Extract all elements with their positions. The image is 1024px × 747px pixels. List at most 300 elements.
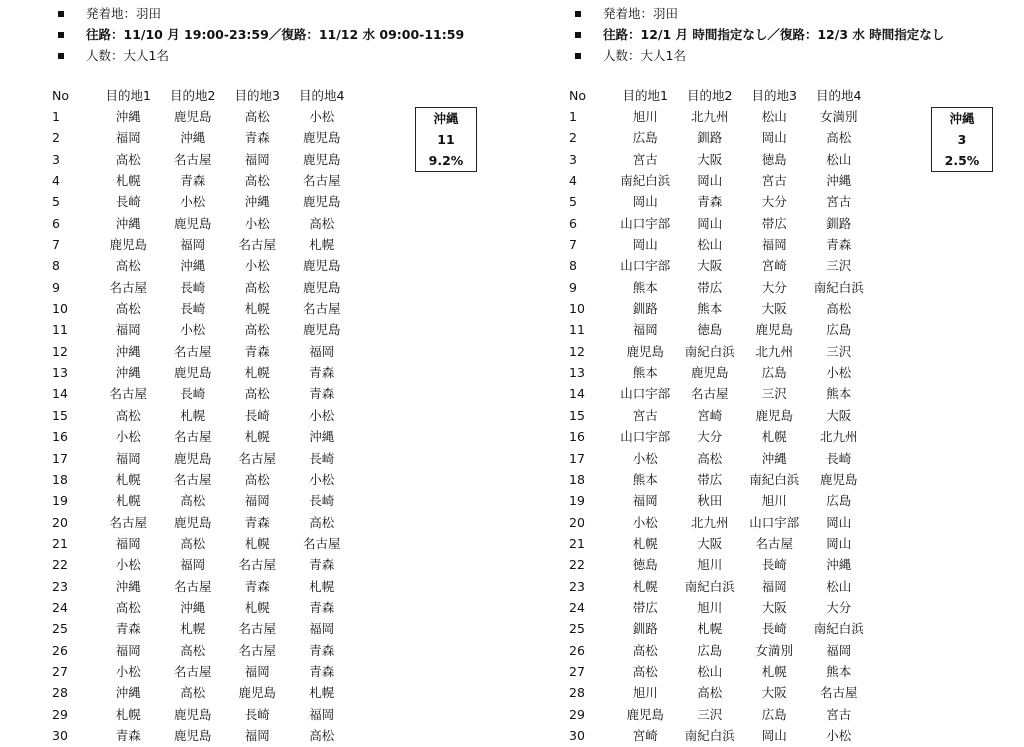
destination-cell: 熊本 <box>632 365 658 381</box>
row-number: 19 <box>569 493 585 509</box>
passenger-line: 人数：大人1名 <box>58 45 464 66</box>
destination-cell: 長崎 <box>115 194 141 210</box>
destination-cell: 松山 <box>826 151 852 167</box>
destination-cell: 鹿児島 <box>302 151 341 167</box>
column-header-destination-4: 目的地4 <box>816 88 862 103</box>
destination-cell: 鹿児島 <box>302 279 341 295</box>
summary-percent: 9.2% <box>428 153 464 168</box>
row-number: 14 <box>52 386 68 402</box>
destination-cell: 福岡 <box>826 642 852 658</box>
destination-cell: 札幌 <box>761 429 787 445</box>
destination-cell: 北九州 <box>819 429 858 445</box>
destination-cell: 鹿児島 <box>173 727 212 743</box>
destination-cell: 広島 <box>826 322 852 338</box>
destination-cell: 青森 <box>697 194 723 210</box>
destination-cell: 鹿児島 <box>173 109 212 124</box>
destination-cell: 沖縄 <box>826 557 852 573</box>
table-row <box>567 234 871 255</box>
destination-cell: 大分 <box>826 599 852 615</box>
destination-cell: 札幌 <box>115 471 141 487</box>
destination-cell: 小松 <box>180 322 206 338</box>
destination-cell: 大阪 <box>761 301 787 317</box>
destination-cell: 福岡 <box>180 557 206 573</box>
destination-cell: 岡山 <box>632 237 658 253</box>
row-number: 16 <box>569 429 585 445</box>
summary-box <box>415 107 477 172</box>
destination-cell: 札幌 <box>309 685 335 701</box>
destination-cell: 宮崎 <box>761 258 787 274</box>
destination-cell: 長崎 <box>309 450 335 466</box>
destination-cell: 熊本 <box>632 279 658 295</box>
destination-cell: 高松 <box>632 663 658 679</box>
destination-cell: 高松 <box>115 599 141 615</box>
table-row <box>567 661 871 682</box>
destination-cell: 岡山 <box>826 514 852 530</box>
destination-cell: 名古屋 <box>109 514 147 530</box>
destination-cell: 松山 <box>697 663 723 679</box>
destination-cell: 福岡 <box>244 493 270 509</box>
table-row <box>567 490 871 511</box>
destination-cell: 広島 <box>826 493 852 509</box>
row-number: 21 <box>52 535 68 551</box>
destination-cell: 札幌 <box>761 663 787 679</box>
destination-cell: 長崎 <box>309 493 335 509</box>
row-number: 21 <box>569 535 585 551</box>
destination-cell: 南紀白浜 <box>620 173 671 189</box>
table-row <box>567 341 871 362</box>
destination-cell: 広島 <box>697 642 723 658</box>
row-number: 4 <box>52 173 60 189</box>
destination-cell: 宮古 <box>632 407 658 423</box>
destination-cell: 青森 <box>115 727 141 743</box>
destination-cell: 青森 <box>309 642 335 658</box>
destination-cell: 沖縄 <box>115 578 141 594</box>
table-row <box>50 277 354 298</box>
row-number: 10 <box>569 301 585 317</box>
destination-cell: 青森 <box>244 130 270 146</box>
row-number: 16 <box>52 429 68 445</box>
destination-cell: 帯広 <box>632 599 658 615</box>
destination-cell: 徳島 <box>761 151 787 167</box>
table-row <box>50 362 354 383</box>
destination-cell: 宮古 <box>826 706 852 722</box>
row-number: 7 <box>52 237 60 253</box>
table-row <box>50 213 354 234</box>
destination-cell: 青森 <box>244 578 270 594</box>
destination-cell: 福岡 <box>244 151 270 167</box>
row-number: 13 <box>52 365 68 381</box>
table-row <box>567 682 871 703</box>
destination-cell: 青森 <box>180 173 206 189</box>
destination-cell: 札幌 <box>115 173 141 189</box>
table-row <box>50 512 354 533</box>
destination-cell: 沖縄 <box>180 130 206 146</box>
destination-cell: 三沢 <box>826 258 852 274</box>
summary-count: 3 <box>957 132 967 147</box>
table-row <box>50 554 354 575</box>
destination-cell: 高松 <box>826 301 852 317</box>
column-header-destination-2: 目的地2 <box>687 88 733 103</box>
destination-cell: 青森 <box>115 621 141 637</box>
table-row <box>567 319 871 340</box>
summary-percent: 2.5% <box>944 153 980 168</box>
destination-cell: 札幌 <box>244 301 270 317</box>
destination-cell: 高松 <box>244 322 270 338</box>
destination-cell: 山口宇部 <box>620 386 671 402</box>
destination-cell: 高松 <box>309 514 335 530</box>
destination-cell: 札幌 <box>309 237 335 253</box>
bullet-square-icon <box>575 53 581 59</box>
destination-cell: 鹿児島 <box>755 322 793 338</box>
destination-cell: 沖縄 <box>115 343 141 359</box>
destination-cell: 岡山 <box>761 130 787 146</box>
row-number: 5 <box>52 194 60 210</box>
destination-cell: 札幌 <box>115 493 141 509</box>
destination-cell: 大阪 <box>697 535 723 551</box>
destination-cell: 鹿児島 <box>173 365 212 381</box>
destination-cell: 名古屋 <box>238 642 276 658</box>
destination-cell: 旭川 <box>632 685 658 701</box>
row-number: 29 <box>52 706 68 722</box>
destination-cell: 岡山 <box>632 194 658 210</box>
destination-cell: 名古屋 <box>173 343 212 359</box>
destination-cell: 小松 <box>244 258 270 274</box>
table-row <box>50 170 354 191</box>
summary-destination: 沖縄 <box>949 111 975 126</box>
destination-cell: 沖縄 <box>115 215 141 231</box>
table-row <box>50 191 354 212</box>
destination-cell: 松山 <box>697 237 723 253</box>
row-number: 17 <box>569 450 585 466</box>
table-row <box>567 448 871 469</box>
table-row <box>50 661 354 682</box>
table-row <box>567 597 871 618</box>
table-row <box>50 106 354 127</box>
destination-cell: 旭川 <box>697 599 723 615</box>
table-row <box>50 533 354 554</box>
destination-cell: 沖縄 <box>826 173 852 189</box>
row-number: 30 <box>569 727 585 743</box>
bullet-square-icon <box>575 32 581 38</box>
table-row <box>50 469 354 490</box>
destination-cell: 長崎 <box>180 386 206 402</box>
destination-cell: 鹿児島 <box>302 130 341 146</box>
destination-cell: 福岡 <box>309 621 335 637</box>
row-number: 6 <box>569 215 577 231</box>
destination-cell: 小松 <box>180 194 206 210</box>
table-row <box>50 383 354 404</box>
destination-cell: 広島 <box>632 130 658 146</box>
destination-cell: 南紀白浜 <box>684 727 735 743</box>
destination-cell: 沖縄 <box>761 450 787 466</box>
destination-cell: 鹿児島 <box>173 450 212 466</box>
destination-cell: 長崎 <box>180 301 206 317</box>
destination-cell: 名古屋 <box>302 301 341 317</box>
destination-cell: 小松 <box>115 663 141 679</box>
destination-cell: 北九州 <box>690 109 729 124</box>
table-row <box>567 533 871 554</box>
destination-cell: 三沢 <box>826 343 852 359</box>
row-number: 20 <box>52 514 68 530</box>
destination-cell: 大阪 <box>826 407 852 423</box>
destination-cell: 長崎 <box>826 450 852 466</box>
destination-cell: 小松 <box>826 727 852 743</box>
destination-cell: 名古屋 <box>109 386 147 402</box>
destination-cell: 高松 <box>180 493 206 509</box>
destination-cell: 福岡 <box>632 493 658 509</box>
destination-cell: 帯広 <box>697 471 723 487</box>
row-number: 5 <box>569 194 577 210</box>
destination-cell: 青森 <box>309 365 335 381</box>
destination-cell: 高松 <box>697 450 723 466</box>
table-row <box>567 725 871 746</box>
destination-cell: 釧路 <box>826 215 852 231</box>
destination-cell: 名古屋 <box>173 663 212 679</box>
summary-box <box>931 107 993 172</box>
destination-cell: 長崎 <box>244 706 270 722</box>
destination-cell: 札幌 <box>244 599 270 615</box>
destination-cell: 札幌 <box>309 578 335 594</box>
row-number: 7 <box>569 237 577 253</box>
table-row <box>567 554 871 575</box>
schedule-line: 往路：11/10 月 19:00-23:59／復路：11/12 水 09:00-11:59 <box>58 24 464 45</box>
destination-cell: 沖縄 <box>180 258 206 274</box>
destination-cell: 名古屋 <box>173 578 212 594</box>
destination-cell: 福岡 <box>115 535 141 551</box>
destination-cell: 小松 <box>115 557 141 573</box>
row-number: 26 <box>569 642 585 658</box>
row-number: 1 <box>569 109 577 124</box>
row-number: 15 <box>52 407 68 423</box>
destination-cell: 山口宇部 <box>620 429 671 445</box>
destination-cell: 札幌 <box>115 706 141 722</box>
destination-cell: 南紀白浜 <box>813 279 864 295</box>
row-number: 11 <box>569 322 585 338</box>
destination-cell: 高松 <box>632 642 658 658</box>
destination-cell: 釧路 <box>632 301 658 317</box>
row-number: 12 <box>569 343 585 359</box>
table-row <box>50 149 354 170</box>
row-number: 28 <box>569 685 585 701</box>
destination-cell: 大阪 <box>697 151 723 167</box>
table-header-row <box>567 86 871 106</box>
destination-cell: 高松 <box>309 215 335 231</box>
destination-cell: 札幌 <box>632 578 658 594</box>
table-row <box>567 469 871 490</box>
destination-cell: 旭川 <box>761 493 787 509</box>
destination-cell: 鹿児島 <box>173 706 212 722</box>
destination-cell: 福岡 <box>244 727 270 743</box>
destination-cell: 旭川 <box>632 109 658 124</box>
table-row <box>567 512 871 533</box>
destination-cell: 高松 <box>115 407 141 423</box>
row-number: 14 <box>569 386 585 402</box>
row-number: 27 <box>52 663 68 679</box>
table-row <box>567 106 871 127</box>
destination-cell: 高松 <box>115 301 141 317</box>
table-row <box>567 362 871 383</box>
destination-cell: 大分 <box>697 429 723 445</box>
destination-cell: 小松 <box>632 450 658 466</box>
destination-cell: 札幌 <box>244 535 270 551</box>
row-number: 23 <box>569 578 585 594</box>
row-number: 23 <box>52 578 68 594</box>
destination-cell: 小松 <box>244 215 270 231</box>
destination-cell: 名古屋 <box>173 429 212 445</box>
row-number: 2 <box>52 130 60 146</box>
destination-cell: 高松 <box>180 535 206 551</box>
destination-cell: 旭川 <box>697 557 723 573</box>
row-number: 25 <box>52 621 68 637</box>
destination-cell: 高松 <box>244 173 270 189</box>
destination-cell: 小松 <box>632 514 658 530</box>
destination-table <box>50 86 354 746</box>
destination-cell: 名古屋 <box>109 279 147 295</box>
destination-cell: 福岡 <box>115 450 141 466</box>
table-row <box>567 704 871 725</box>
destination-cell: 沖縄 <box>115 365 141 381</box>
row-number: 15 <box>569 407 585 423</box>
table-row <box>50 234 354 255</box>
destination-cell: 名古屋 <box>755 535 793 551</box>
row-number: 4 <box>569 173 577 189</box>
destination-cell: 鹿児島 <box>819 471 858 487</box>
table-row <box>567 618 871 639</box>
summary-destination: 沖縄 <box>433 111 459 126</box>
destination-cell: 高松 <box>826 130 852 146</box>
table-row <box>567 127 871 148</box>
row-number: 18 <box>569 471 585 487</box>
table-row <box>567 170 871 191</box>
row-number: 9 <box>52 279 60 295</box>
destination-cell: 福岡 <box>115 322 141 338</box>
table-header-row <box>50 86 354 106</box>
table-row <box>50 127 354 148</box>
table-row <box>50 490 354 511</box>
destination-cell: 高松 <box>244 386 270 402</box>
row-number: 12 <box>52 343 68 359</box>
table-row <box>567 149 871 170</box>
row-number: 30 <box>52 727 68 743</box>
column-header-destination-1: 目的地1 <box>622 88 668 103</box>
destination-cell: 札幌 <box>244 429 270 445</box>
destination-cell: 青森 <box>309 663 335 679</box>
destination-cell: 鹿児島 <box>755 407 793 423</box>
destination-cell: 三沢 <box>761 386 787 402</box>
destination-cell: 帯広 <box>761 215 787 231</box>
destination-cell: 札幌 <box>244 365 270 381</box>
row-number: 1 <box>52 109 60 124</box>
destination-cell: 鹿児島 <box>302 194 341 210</box>
destination-cell: 大分 <box>761 279 787 295</box>
row-number: 24 <box>52 599 68 615</box>
destination-cell: 青森 <box>244 514 270 530</box>
column-header-destination-2: 目的地2 <box>170 88 216 103</box>
row-number: 22 <box>52 557 68 573</box>
destination-cell: 青森 <box>244 343 270 359</box>
trip-info-list <box>575 3 944 66</box>
destination-cell: 宮崎 <box>632 727 658 743</box>
destination-cell: 熊本 <box>697 301 723 317</box>
destination-cell: 高松 <box>180 685 206 701</box>
destination-cell: 福岡 <box>761 578 787 594</box>
destination-cell: 南紀白浜 <box>684 343 735 359</box>
destination-cell: 岡山 <box>826 535 852 551</box>
destination-cell: 鹿児島 <box>302 322 341 338</box>
destination-cell: 札幌 <box>697 621 723 637</box>
destination-cell: 大分 <box>761 194 787 210</box>
destination-cell: 鹿児島 <box>109 237 147 253</box>
row-number: 6 <box>52 215 60 231</box>
destination-cell: 高松 <box>244 109 270 124</box>
destination-cell: 鹿児島 <box>238 685 276 701</box>
table-row <box>50 319 354 340</box>
column-header-destination-1: 目的地1 <box>105 88 151 103</box>
table-row <box>567 383 871 404</box>
destination-cell: 沖縄 <box>180 599 206 615</box>
destination-cell: 宮崎 <box>697 407 723 423</box>
row-number: 28 <box>52 685 68 701</box>
destination-cell: 広島 <box>761 706 787 722</box>
passenger-line: 人数：大人1名 <box>575 45 944 66</box>
row-number: 20 <box>569 514 585 530</box>
destination-cell: 名古屋 <box>173 471 212 487</box>
destination-cell: 小松 <box>115 429 141 445</box>
table-row <box>50 298 354 319</box>
destination-cell: 鹿児島 <box>302 258 341 274</box>
row-number: 8 <box>569 258 577 274</box>
bullet-square-icon <box>58 11 64 17</box>
row-number: 3 <box>52 151 60 167</box>
destination-cell: 南紀白浜 <box>749 471 800 487</box>
destination-cell: 青森 <box>309 386 335 402</box>
bullet-square-icon <box>58 32 64 38</box>
column-header-no: No <box>569 88 586 103</box>
table-row <box>50 640 354 661</box>
destination-cell: 熊本 <box>826 386 852 402</box>
destination-cell: 大阪 <box>761 685 787 701</box>
table-row <box>567 426 871 447</box>
table-row <box>50 618 354 639</box>
column-header-destination-3: 目的地3 <box>234 88 280 103</box>
destination-cell: 福岡 <box>309 706 335 722</box>
destination-cell: 南紀白浜 <box>684 578 735 594</box>
destination-cell: 女満別 <box>755 642 793 658</box>
destination-cell: 岡山 <box>697 215 723 231</box>
destination-cell: 熊本 <box>826 663 852 679</box>
table-row <box>50 704 354 725</box>
destination-cell: 長崎 <box>180 279 206 295</box>
destination-cell: 帯広 <box>697 279 723 295</box>
row-number: 29 <box>569 706 585 722</box>
row-number: 22 <box>569 557 585 573</box>
destination-cell: 高松 <box>115 258 141 274</box>
destination-cell: 名古屋 <box>173 151 212 167</box>
trip-info-list <box>58 3 464 66</box>
bullet-square-icon <box>575 11 581 17</box>
destination-cell: 沖縄 <box>115 109 141 124</box>
destination-cell: 徳島 <box>632 557 658 573</box>
destination-cell: 女満別 <box>819 109 858 124</box>
destination-cell: 広島 <box>761 365 787 381</box>
destination-cell: 名古屋 <box>238 237 276 253</box>
destination-cell: 福岡 <box>180 237 206 253</box>
table-row <box>567 277 871 298</box>
destination-cell: 高松 <box>244 279 270 295</box>
destination-cell: 札幌 <box>180 621 206 637</box>
destination-cell: 三沢 <box>697 706 723 722</box>
destination-cell: 長崎 <box>244 407 270 423</box>
